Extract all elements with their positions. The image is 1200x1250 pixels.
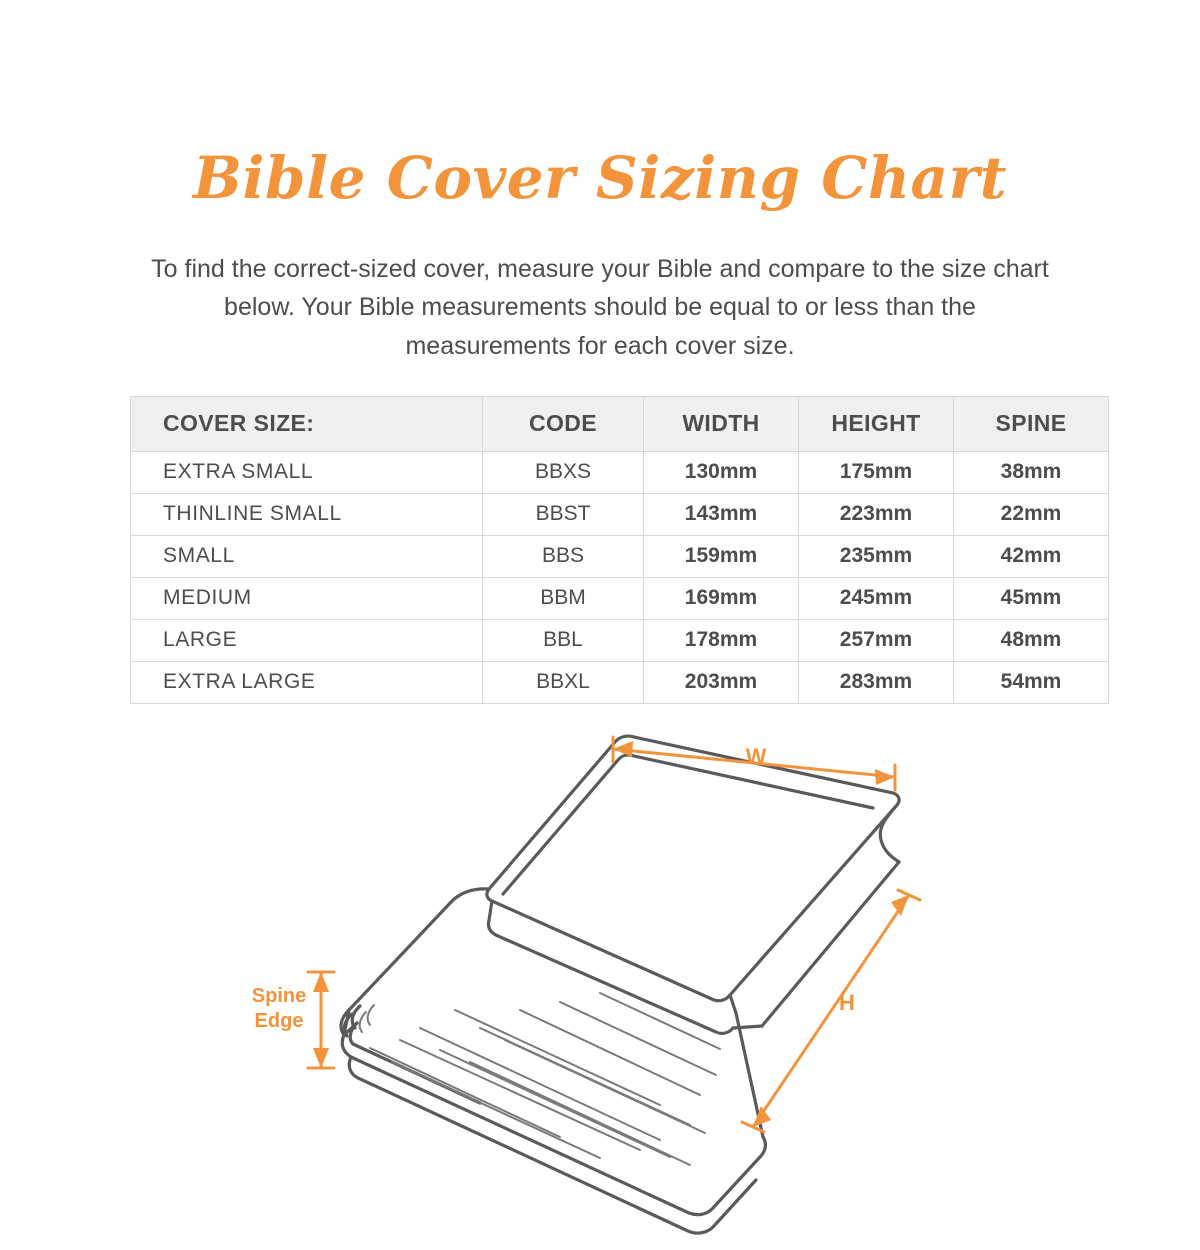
cell-code: BBS (483, 535, 644, 577)
table-header-row (131, 396, 1109, 451)
cell-code: BBST (483, 493, 644, 535)
table-row (131, 451, 1109, 493)
cell-code: BBL (483, 619, 644, 661)
page-title: Bible Cover Sizing Chart (192, 143, 1007, 212)
cell-width: 178mm (644, 619, 799, 661)
cell-spine: 22mm (954, 493, 1109, 535)
header-code: CODE (483, 396, 644, 451)
cell-width: 130mm (644, 451, 799, 493)
cell-code: BBXS (483, 451, 644, 493)
cell-height: 245mm (799, 577, 954, 619)
cell-spine: 42mm (954, 535, 1109, 577)
table-row (131, 493, 1109, 535)
cell-cover-size: LARGE (131, 619, 483, 661)
spine-label-line2: Edge (254, 1009, 304, 1032)
table-row (131, 577, 1109, 619)
cell-cover-size: THINLINE SMALL (131, 493, 483, 535)
table-body (131, 451, 1109, 703)
size-chart-table (130, 396, 1109, 704)
book-illustration (341, 736, 899, 1233)
dimension-arrows (308, 737, 920, 1132)
table-header (131, 396, 1109, 451)
cell-width: 143mm (644, 493, 799, 535)
sizing-chart-page (0, 39, 1200, 1239)
cell-spine: 54mm (954, 661, 1109, 703)
table-row (131, 535, 1109, 577)
cell-width: 159mm (644, 535, 799, 577)
intro-paragraph: To find the correct-sized cover, measure your Bible and compare to the size chart below. Your Bible measurements should be equal to or less than the measurements for each cover size. (151, 254, 1049, 361)
width-label: W (745, 743, 767, 769)
cell-height: 235mm (799, 535, 954, 577)
header-cover-size: COVER SIZE: (131, 396, 483, 451)
table-row (131, 619, 1109, 661)
cell-cover-size: SMALL (131, 535, 483, 577)
cell-height: 257mm (799, 619, 954, 661)
cell-code: BBXL (483, 661, 644, 703)
cell-spine: 48mm (954, 619, 1109, 661)
cell-height: 283mm (799, 661, 954, 703)
cell-cover-size: EXTRA LARGE (131, 661, 483, 703)
cell-width: 203mm (644, 661, 799, 703)
cell-code: BBM (483, 577, 644, 619)
table-row (131, 661, 1109, 703)
cell-spine: 45mm (954, 577, 1109, 619)
header-spine: SPINE (954, 396, 1109, 451)
cell-spine: 38mm (954, 451, 1109, 493)
cell-height: 175mm (799, 451, 954, 493)
cell-height: 223mm (799, 493, 954, 535)
spine-label-line1: Spine (251, 984, 307, 1007)
spine-arrow (308, 972, 334, 1068)
bible-diagram (0, 710, 1200, 1250)
cell-cover-size: EXTRA SMALL (131, 451, 483, 493)
height-arrow (742, 890, 920, 1132)
cell-cover-size: MEDIUM (131, 577, 483, 619)
header-width: WIDTH (644, 396, 799, 451)
cell-width: 169mm (644, 577, 799, 619)
size-chart-container (130, 396, 1070, 704)
height-label: H (839, 989, 855, 1015)
header-height: HEIGHT (799, 396, 954, 451)
